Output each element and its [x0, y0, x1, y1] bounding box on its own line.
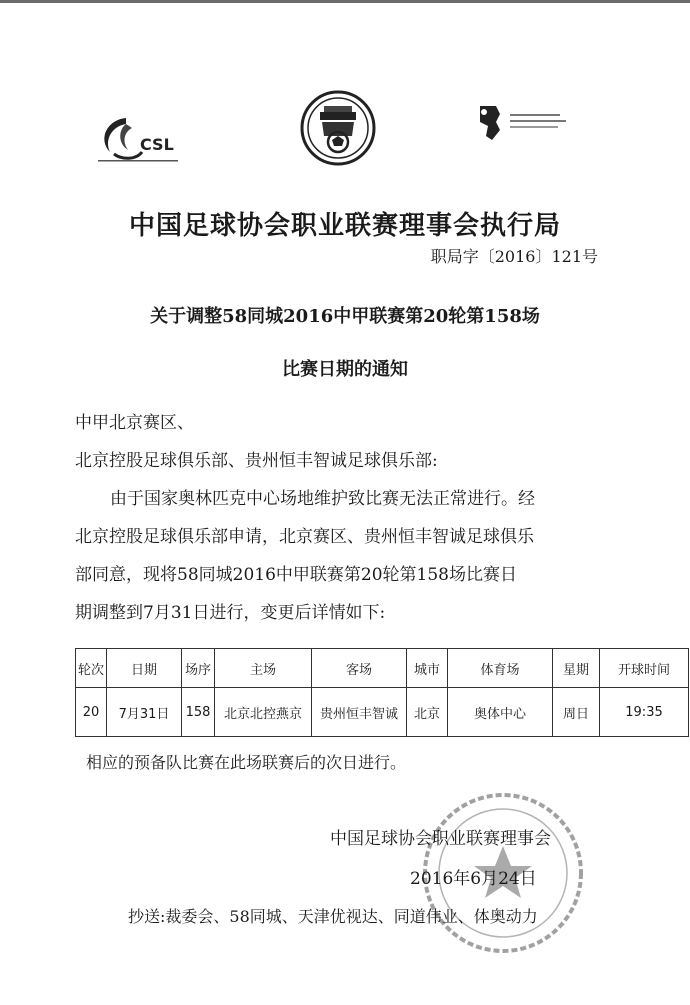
- document-number: 职局字〔2016〕121号: [430, 247, 598, 266]
- cell-round: 20: [76, 688, 107, 737]
- cell-kickoff: 19:35: [600, 688, 689, 737]
- recipient-line1: 中甲北京赛区、: [75, 413, 194, 433]
- header-round: 轮次: [76, 649, 107, 688]
- body-line1: 由于国家奥林匹克中心场地维护致比赛无法正常进行。经: [110, 489, 535, 509]
- table-row: [76, 688, 689, 737]
- cell-away: 贵州恒丰智诚: [312, 688, 407, 737]
- cell-match-no: 158: [182, 688, 215, 737]
- cell-weekday: 周日: [553, 688, 600, 737]
- top-border: [0, 0, 690, 3]
- cell-date: 7月31日: [107, 688, 182, 737]
- body-line2: 北京控股足球俱乐部申请，北京赛区、贵州恒丰智诚足球俱乐: [75, 527, 534, 547]
- notice-title-line1: 关于调整58同城2016中甲联赛第20轮第158场: [150, 306, 540, 327]
- notice-title-line2: 比赛日期的通知: [282, 359, 408, 380]
- schedule-table: [75, 648, 689, 737]
- body-line4: 期调整到7月31日进行，变更后详情如下:: [75, 603, 386, 623]
- header-city: 城市: [407, 649, 448, 688]
- cfa-emblem: [298, 88, 378, 168]
- header-date: 日期: [107, 649, 182, 688]
- cell-stadium: 奥体中心: [448, 688, 553, 737]
- cell-city: 北京: [407, 688, 448, 737]
- org-title: 中国足球协会职业联赛理事会执行局: [128, 211, 561, 241]
- header-stadium: 体育场: [448, 649, 553, 688]
- header-weekday: 星期: [553, 649, 600, 688]
- signature-org: 中国足球协会职业联赛理事会: [330, 829, 551, 849]
- header-match-no: 场序: [182, 649, 215, 688]
- header-home: 主场: [215, 649, 312, 688]
- cc-line: 抄送:裁委会、58同城、天津优视达、同道伟业、体奥动力: [128, 907, 538, 926]
- csl-logo-text: CSL: [140, 135, 174, 154]
- recipient-line2: 北京控股足球俱乐部、贵州恒丰智诚足球俱乐部:: [75, 451, 438, 471]
- league-logo: [470, 100, 575, 145]
- csl-logo: [96, 110, 186, 170]
- cell-home: 北京北控燕京: [215, 688, 312, 737]
- table-header-row: [76, 649, 689, 688]
- signature-date: 2016年6月24日: [410, 869, 537, 889]
- header-away: 客场: [312, 649, 407, 688]
- body-line3: 部同意，现将58同城2016中甲联赛第20轮第158场比赛日: [75, 565, 517, 585]
- header-kickoff: 开球时间: [600, 649, 689, 688]
- reserve-note: 相应的预备队比赛在此场联赛后的次日进行。: [86, 753, 407, 772]
